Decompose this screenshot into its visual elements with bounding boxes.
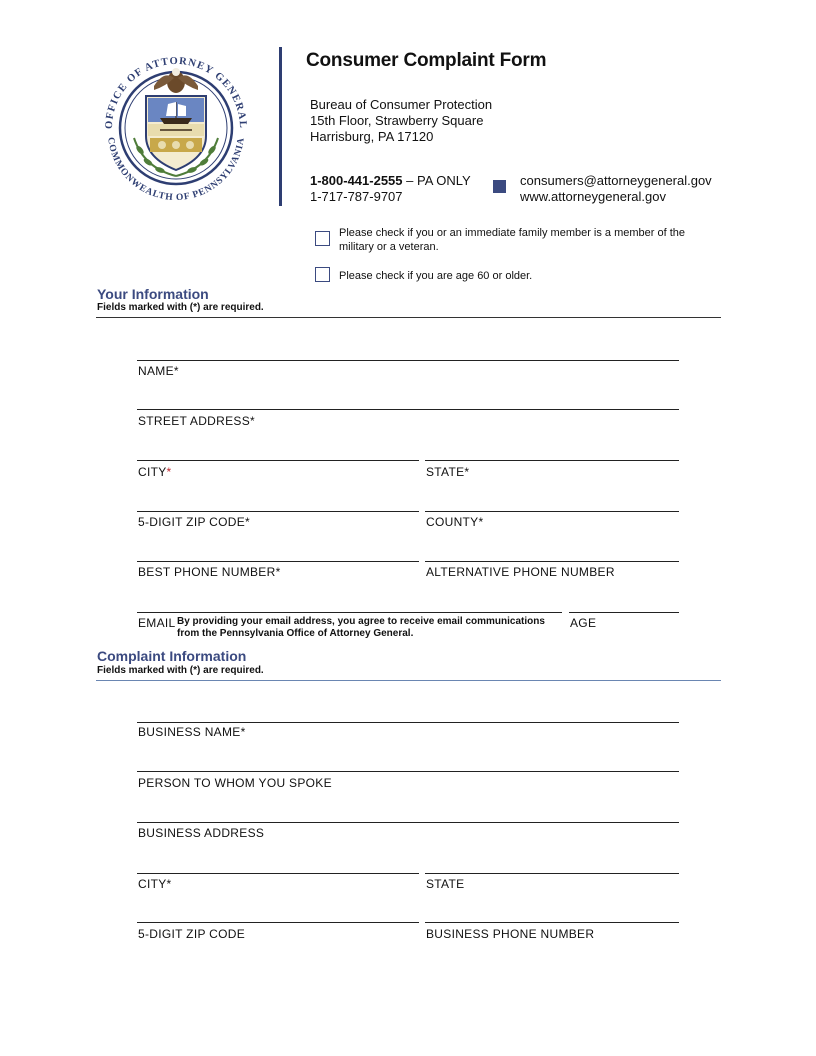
age-label: AGE [570, 616, 597, 630]
business-address-label: BUSINESS ADDRESS [138, 826, 265, 840]
contact-block [520, 173, 712, 205]
complaint-information-rule [96, 680, 721, 681]
attorney-general-seal [94, 42, 258, 208]
email-input[interactable] [138, 594, 562, 612]
city-input[interactable] [138, 442, 420, 460]
address-line-2: 15th Floor, Strawberry Square [310, 113, 484, 128]
county-line [425, 511, 679, 512]
state-input[interactable] [426, 442, 680, 460]
complaint-information-heading: Complaint Information [97, 648, 247, 664]
form-title: Consumer Complaint Form [306, 50, 547, 71]
bureau-address [310, 97, 492, 145]
seal-text-top: OFFICE OF ATTORNEY GENERAL [103, 55, 249, 130]
eagle-icon [154, 68, 198, 93]
square-bullet-icon [493, 180, 506, 193]
business-phone-label: BUSINESS PHONE NUMBER [426, 927, 595, 941]
street-address-line [137, 409, 679, 410]
best-phone-line [137, 561, 419, 562]
city-required-mark: * [166, 465, 172, 479]
business-state-label: STATE [426, 877, 465, 891]
person-spoke-label: PERSON TO WHOM YOU SPOKE [138, 776, 332, 790]
business-state-input[interactable] [426, 855, 680, 873]
zip-input[interactable] [138, 493, 420, 511]
contact-website[interactable]: www.attorneygeneral.gov [520, 189, 666, 204]
phone-primary: 1-800-441-2555 [310, 173, 403, 188]
age-line [569, 612, 679, 613]
best-phone-input[interactable] [138, 543, 420, 561]
business-phone-input[interactable] [426, 904, 680, 922]
city-line [137, 460, 419, 461]
address-line-1: Bureau of Consumer Protection [310, 97, 493, 112]
city-label-text: CITY [138, 465, 167, 479]
shield-icon [146, 96, 206, 170]
phone-block [310, 173, 471, 205]
age-input[interactable] [570, 594, 680, 612]
business-state-line [425, 873, 679, 874]
state-label: STATE* [426, 465, 470, 479]
email-line [137, 612, 562, 613]
business-zip-label: 5-DIGIT ZIP CODE [138, 927, 246, 941]
alt-phone-input[interactable] [426, 543, 680, 561]
military-checkbox-label: Please check if you or an immediate family member is a member of the military or a veteran. [339, 227, 686, 253]
military-checkbox[interactable] [315, 231, 330, 246]
zip-line [137, 511, 419, 512]
business-name-line [137, 722, 679, 723]
street-address-input[interactable] [138, 391, 680, 409]
seal-text-bottom: COMMONWEALTH OF PENNSYLVANIA [105, 136, 247, 204]
address-line-3: Harrisburg, PA 17120 [310, 129, 434, 144]
business-address-input[interactable] [138, 804, 680, 822]
email-consent-note: By providing your email address, you agree to receive email communications from the Pennsylvania Office of Attorney General. [177, 616, 545, 639]
name-label: NAME* [138, 364, 179, 378]
phone-primary-note: – PA ONLY [402, 173, 471, 188]
business-city-line [137, 873, 419, 874]
best-phone-label: BEST PHONE NUMBER* [138, 565, 281, 579]
age60-checkbox[interactable] [315, 267, 330, 282]
zip-label: 5-DIGIT ZIP CODE* [138, 515, 251, 529]
name-line [137, 360, 679, 361]
county-input[interactable] [426, 493, 680, 511]
business-name-label: BUSINESS NAME* [138, 725, 246, 739]
alt-phone-label: ALTERNATIVE PHONE NUMBER [426, 565, 615, 579]
business-name-input[interactable] [138, 704, 680, 722]
business-zip-line [137, 922, 419, 923]
your-information-required-note: Fields marked with (*) are required. [97, 302, 264, 313]
business-city-input[interactable] [138, 855, 420, 873]
business-address-line [137, 822, 679, 823]
your-information-rule [96, 317, 721, 318]
county-label: COUNTY* [426, 515, 484, 529]
city-label [138, 465, 172, 479]
state-line [425, 460, 679, 461]
complaint-information-required-note: Fields marked with (*) are required. [97, 665, 264, 676]
street-address-label: STREET ADDRESS* [138, 414, 255, 428]
age60-checkbox-label: Please check if you are age 60 or older. [339, 270, 533, 282]
header-divider [279, 47, 282, 206]
person-spoke-line [137, 771, 679, 772]
your-information-heading: Your Information [97, 286, 209, 302]
alt-phone-line [425, 561, 679, 562]
business-phone-line [425, 922, 679, 923]
name-input[interactable] [138, 342, 680, 360]
contact-email[interactable]: consumers@attorneygeneral.gov [520, 173, 712, 188]
business-city-label: CITY* [138, 877, 172, 891]
person-spoke-input[interactable] [138, 753, 680, 771]
email-label: EMAIL [138, 616, 176, 630]
phone-secondary: 1-717-787-9707 [310, 189, 403, 204]
business-zip-input[interactable] [138, 904, 420, 922]
